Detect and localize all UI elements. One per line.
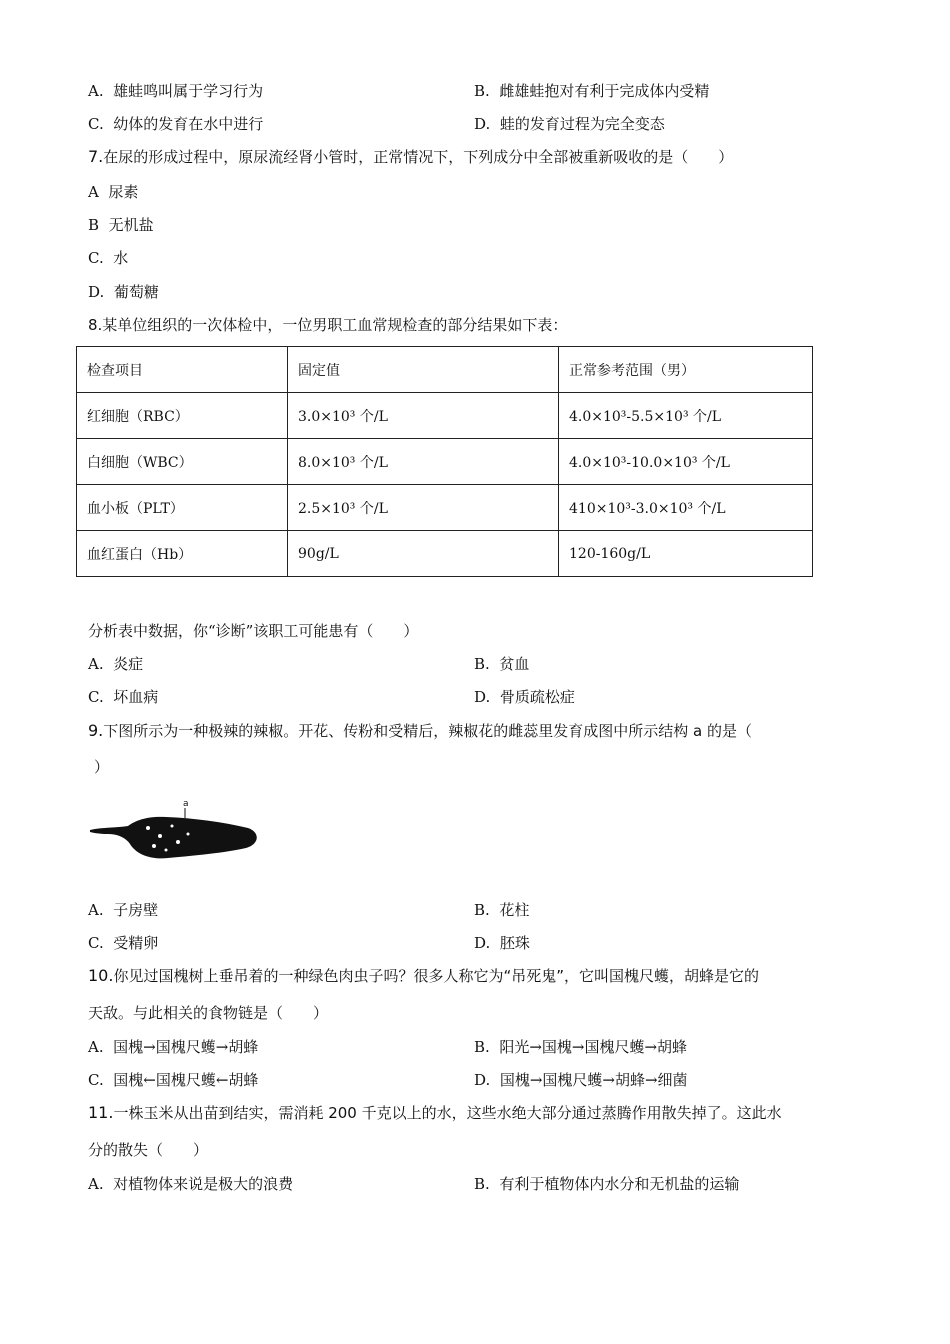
q7-option-b: B 无机盐 (88, 216, 154, 234)
q8-stem: 8.某单位组织的一次体检中，一位男职工血常规检查的部分结果如下表： (88, 316, 568, 334)
table-cell: 血红蛋白（Hb） (77, 531, 288, 577)
table-header-cell: 正常参考范围（男） (559, 347, 813, 393)
table-row (77, 393, 813, 439)
q9-option-a: A. 子房壁 (88, 901, 159, 919)
table-row (77, 439, 813, 485)
table-cell: 白细胞（WBC） (77, 439, 288, 485)
pepper-body (90, 817, 257, 859)
table-cell: 410×10³-3.0×10³ 个/L (559, 485, 813, 531)
pepper-seed (152, 844, 156, 848)
q6-option-a: A. 雄蛙鸣叫属于学习行为 (88, 82, 264, 100)
table-cell: 4.0×10³-5.5×10³ 个/L (559, 393, 813, 439)
q11-option-a: A. 对植物体来说是极大的浪费 (88, 1175, 294, 1193)
table-header-cell: 固定值 (288, 347, 559, 393)
q6-option-b: B. 雌雄蛙抱对有利于完成体内受精 (474, 82, 710, 100)
q11-stem-cont: 分的散失（ ） (88, 1141, 209, 1159)
table-cell: 90g/L (288, 531, 559, 577)
table-header-row (77, 347, 813, 393)
table-cell: 2.5×10³ 个/L (288, 485, 559, 531)
q9-option-b: B. 花柱 (474, 901, 530, 919)
q7-stem: 7.在尿的形成过程中，原尿流经肾小管时，正常情况下，下列成分中全部被重新吸收的是（ ） (88, 147, 734, 166)
table-row (77, 531, 813, 577)
table-cell: 红细胞（RBC） (77, 393, 288, 439)
q10-option-d: D. 国槐→国槐尺蠖→胡蜂→细菌 (474, 1071, 688, 1089)
q9-stem: 9.下图所示为一种极辣的辣椒。开花、传粉和受精后，辣椒花的雌蕊里发育成图中所示结构 a 的是（ (88, 721, 752, 740)
q9-stem-cont: ） (94, 758, 110, 776)
q6-option-d: D. 蛙的发育过程为完全变态 (474, 115, 665, 133)
table-cell: 3.0×10³ 个/L (288, 393, 559, 439)
table-cell: 8.0×10³ 个/L (288, 439, 559, 485)
q10-option-b: B. 阳光→国槐→国槐尺蠖→胡蜂 (474, 1038, 688, 1056)
q10-stem: 10.你见过国槐树上垂吊着的一种绿色肉虫子吗？很多人称它为“吊死鬼”，它叫国槐尺蠖，胡蜂是它的 (88, 966, 759, 985)
pepper-seed (176, 840, 180, 844)
q10-option-c: C. 国槐←国槐尺蠖←胡蜂 (88, 1071, 259, 1089)
q8-option-a: A. 炎症 (88, 655, 144, 673)
q9-option-c: C. 受精卵 (88, 934, 159, 952)
table-cell: 120-160g/L (559, 531, 813, 577)
pepper-seed (165, 849, 168, 852)
q7-option-a: A 尿素 (88, 183, 139, 201)
figure-label-a: a (183, 799, 189, 809)
chili-pepper-figure (88, 792, 263, 867)
table-header-cell: 检查项目 (77, 347, 288, 393)
pepper-seed (158, 834, 162, 838)
q9-option-d: D. 胚珠 (474, 934, 530, 952)
q7-option-d: D. 葡萄糖 (88, 283, 159, 301)
q11-stem: 11.一株玉米从出苗到结实，需消耗 200 千克以上的水，这些水绝大部分通过蒸腾作用散失掉了。这此水 (88, 1103, 782, 1122)
q11-option-b: B. 有利于植物体内水分和无机盐的运输 (474, 1175, 740, 1193)
q6-option-c: C. 幼体的发育在水中进行 (88, 115, 264, 133)
pepper-seed (171, 825, 174, 828)
q10-stem-cont: 天敌。与此相关的食物链是（ ） (88, 1004, 329, 1022)
q8-option-d: D. 骨质疏松症 (474, 688, 575, 706)
blood-test-table (76, 346, 813, 577)
q10-option-a: A. 国槐→国槐尺蠖→胡蜂 (88, 1038, 259, 1056)
q8-question: 分析表中数据，你“诊断”该职工可能患有（ ） (88, 622, 419, 640)
pepper-seed (187, 833, 190, 836)
table-cell: 4.0×10³-10.0×10³ 个/L (559, 439, 813, 485)
q8-option-c: C. 坏血病 (88, 688, 159, 706)
q8-option-b: B. 贫血 (474, 655, 530, 673)
q7-option-c: C. 水 (88, 249, 129, 267)
table-row (77, 485, 813, 531)
pepper-seed (146, 826, 150, 830)
table-cell: 血小板（PLT） (77, 485, 288, 531)
